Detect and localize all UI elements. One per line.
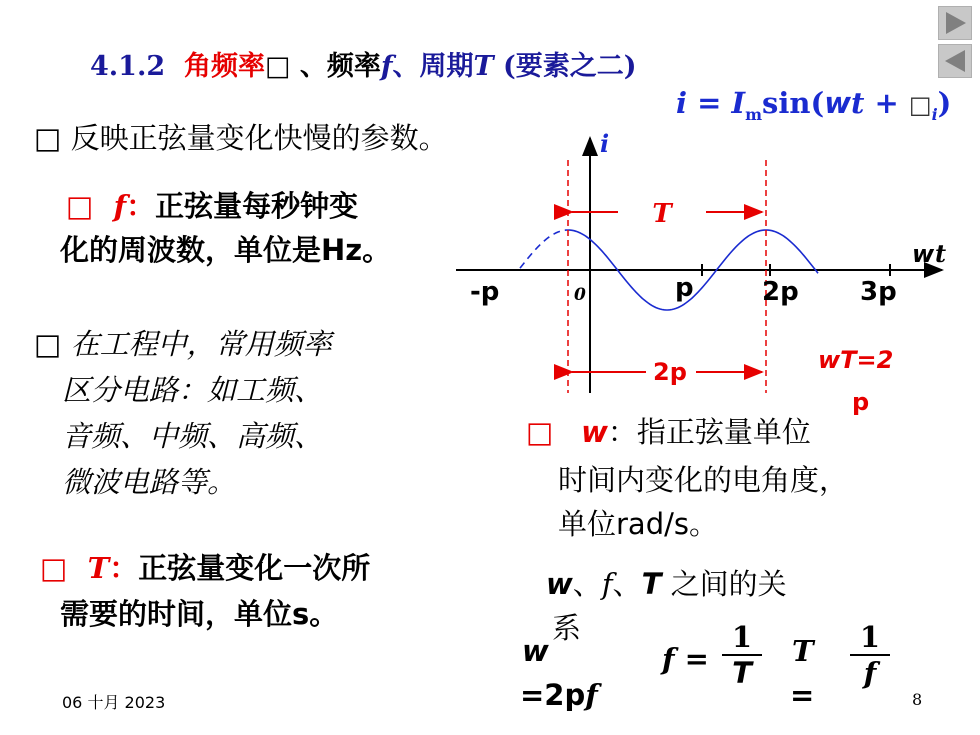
formula-eq: = <box>687 86 732 120</box>
eq1-f: f <box>585 678 598 712</box>
engineering-line1 <box>34 322 332 363</box>
omega-T-pi: p <box>852 388 870 416</box>
section-number: 4.1.2 <box>90 51 166 82</box>
f-def-text1: 正弦量每秒钟变 <box>155 189 359 223</box>
relation-f: f <box>601 567 613 601</box>
omega-definition-line3: 单位rad/s。 <box>558 507 718 541</box>
engineering-box: □ <box>34 327 62 361</box>
relation-sep1: 、 <box>572 567 602 601</box>
eq2-fraction <box>722 620 762 690</box>
formula-sub-m: m <box>745 104 763 124</box>
relation-omega: w <box>546 567 573 601</box>
relation-tail: 之间的关 <box>661 567 787 601</box>
next-slide-button[interactable] <box>938 6 972 40</box>
f-definition-line1 <box>66 184 358 225</box>
eq2-den: T <box>732 656 752 690</box>
relation-heading-cont: 系 <box>552 611 582 645</box>
tick-neg-pi: -p <box>470 277 500 307</box>
omega-def-text1: 指正弦量单位 <box>636 415 811 449</box>
T-definition-line1 <box>40 546 370 587</box>
intro-text: □ 反映正弦量变化快慢的参数。 <box>34 121 448 155</box>
tick-3pi: 3p <box>860 277 897 307</box>
slide-title <box>90 44 637 83</box>
formula-box: □ <box>908 91 932 119</box>
formula-t: t <box>851 86 865 120</box>
eq3-num: 1 <box>850 620 890 656</box>
f-def-colon: ： <box>126 189 156 223</box>
f-def-symbol: f <box>113 189 127 223</box>
T-definition-line2: 需要的时间，单位s。 <box>60 597 339 631</box>
eq2-num: 1 <box>722 620 762 656</box>
formula-Im: I <box>731 86 746 120</box>
title-angular-frequency: 角频率 <box>183 51 265 82</box>
tick-zero: 0 <box>574 285 586 305</box>
omega-def-colon: ： <box>607 415 637 449</box>
title-T-symbol: T <box>473 51 494 82</box>
formula-close: ) <box>937 86 952 120</box>
formula-plus: + <box>864 86 909 120</box>
relation-T: T <box>641 567 662 601</box>
relation-sep2: 、 <box>612 567 642 601</box>
eq3-fraction <box>850 620 890 690</box>
eq3-eq: = <box>790 678 815 712</box>
title-suffix: (要素之二) <box>493 51 637 82</box>
engineering-line2: 区分电路：如工频、 <box>62 373 324 407</box>
formula-sin: sin( <box>762 86 825 120</box>
title-period-text: 、周期 <box>392 51 474 82</box>
play-right-icon <box>939 7 971 39</box>
T-def-text1: 正弦量变化一次所 <box>138 551 371 585</box>
period-T-label: T <box>652 199 672 229</box>
engineering-text1: 在工程中，常用频率 <box>70 327 332 361</box>
eq1-rhs <box>520 678 598 712</box>
T-def-colon: ： <box>109 551 139 585</box>
engineering-line3: 音频、中频、高频、 <box>62 419 324 453</box>
omega-def-symbol: w <box>581 415 608 449</box>
sine-wave-graph <box>440 128 970 428</box>
eq1-omega: w <box>522 634 549 668</box>
T-def-box: □ <box>40 551 68 585</box>
eq3-den: f <box>863 656 877 690</box>
omega-definition-line2: 时间内变化的电角度， <box>558 463 849 497</box>
formula-sub-i: i <box>931 104 938 124</box>
prev-slide-button[interactable] <box>938 44 972 78</box>
T-def-symbol: T <box>87 551 110 585</box>
f-definition-line2: 化的周波数，单位是Hz。 <box>60 233 392 267</box>
title-freq-text: 、频率 <box>299 51 381 82</box>
tick-pi: p <box>675 273 694 303</box>
relation-heading <box>546 562 787 603</box>
axis-t-label: t <box>935 239 947 268</box>
omega-def-box: □ <box>526 415 554 449</box>
axis-omega-label: w <box>912 240 935 268</box>
eq2-lhs: f = <box>662 642 709 676</box>
tick-2pi: 2p <box>762 277 799 307</box>
sine-curve-dashed <box>520 230 568 268</box>
omega-T-equation: wT=2 <box>818 346 894 374</box>
f-def-box: □ <box>66 189 94 223</box>
footer-date: 06 十月 2023 <box>62 693 166 712</box>
omega-definition-line1 <box>526 410 811 451</box>
title-box: □ <box>264 51 291 82</box>
engineering-line4: 微波电路等。 <box>62 465 237 499</box>
eq3-lhs: T <box>792 634 814 668</box>
play-left-icon <box>939 45 971 77</box>
axis-i-label: i <box>600 129 610 158</box>
formula-omega: w <box>824 86 851 120</box>
page-number: 8 <box>912 690 923 709</box>
2pi-label: 2p <box>653 358 687 386</box>
sine-formula <box>676 86 951 124</box>
formula-i: i <box>676 86 688 120</box>
title-f-symbol: f <box>380 51 393 82</box>
eq1-rhs-text: =2p <box>520 678 586 712</box>
